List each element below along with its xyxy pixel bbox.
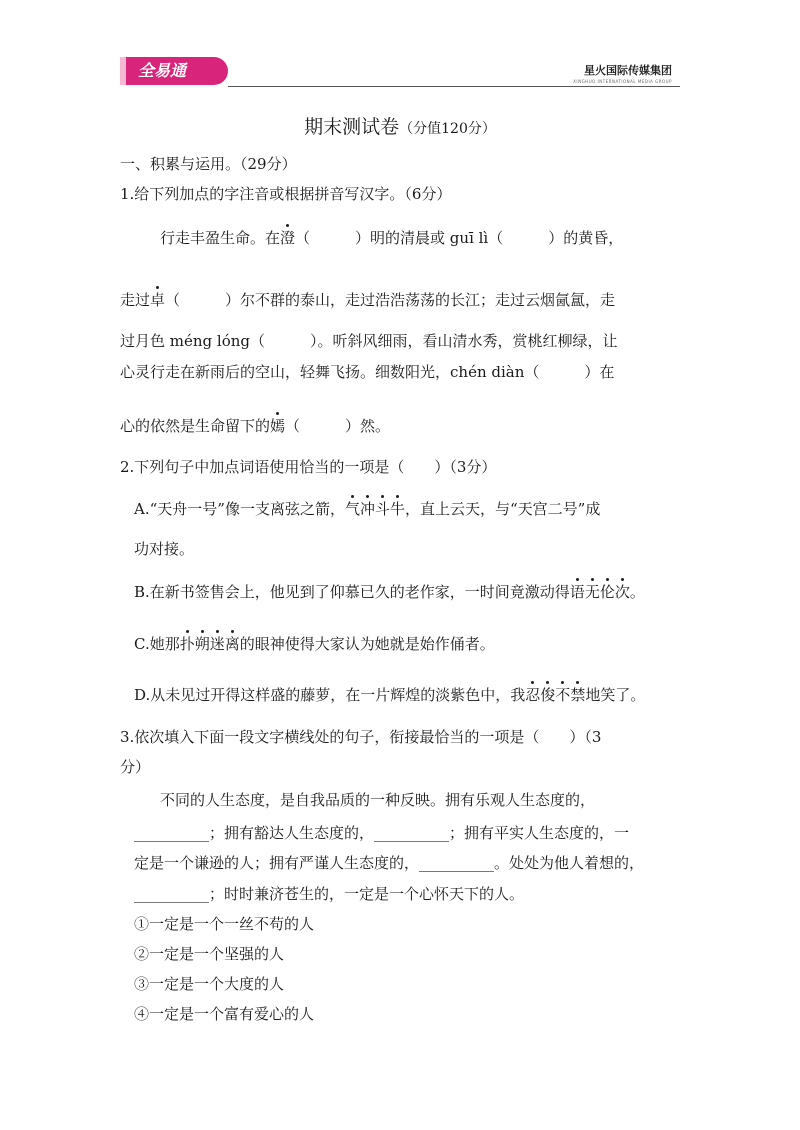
q3-option-3: ③一定是一个大度的人 (134, 975, 285, 993)
text: A.“天舟一号”像一支离弦之箭， (134, 500, 345, 518)
dotted-char: 伦 (599, 583, 615, 601)
q2-option-c (134, 633, 495, 654)
page-header (0, 0, 800, 90)
text: 的眼神使得大家认为她就是始作俑者。 (239, 635, 495, 653)
q3-passage-4: __________；时时兼济苍生的，一定是一个心怀天下的人。 (134, 885, 525, 903)
section-heading: 一、积累与运用。（29分） (120, 155, 297, 173)
q1-line-3: 过月色 méng lóng（ ）。听斜风细雨，看山清水秀，赏桃红柳绿，让 (120, 332, 618, 350)
dotted-char: 俊 (540, 686, 556, 704)
q3-option-2: ②一定是一个坚强的人 (134, 945, 285, 963)
text: （ ）然。 (285, 417, 391, 435)
dotted-char: 冲 (359, 500, 375, 518)
title-score: （分值120分） (399, 121, 496, 137)
publisher-name (573, 62, 672, 84)
q3-option-4: ④一定是一个富有爱心的人 (134, 1005, 315, 1023)
publisher-title: 星火国际传媒集团 (584, 64, 672, 77)
dotted-char: 禁 (570, 686, 586, 704)
q2-option-a (134, 498, 600, 519)
dotted-char: 迷 (209, 635, 225, 653)
q3-passage-3: 定是一个谦逊的人；拥有严谨人生态度的，__________。处处为他人着想的， (134, 854, 645, 872)
text: 行走丰盈生命。在 (160, 229, 281, 247)
q2-option-a-cont: 功对接。 (134, 540, 195, 558)
q2-option-d (134, 684, 645, 705)
title-main: 期末测试卷 (304, 116, 400, 138)
text: 。 (629, 583, 645, 601)
dotted-char: 气 (344, 500, 360, 518)
text: 地笑了。 (585, 686, 646, 704)
text: C.她那 (134, 635, 180, 653)
text: （ ）明的清晨或 guī lì（ ）的黄昏， (295, 229, 624, 247)
q3-stem: 3.依次填入下面一段文字横线处的句子，衔接最恰当的一项是（ ）（3 (120, 728, 602, 746)
text: D.从未见过开得这样盛的藤萝，在一片辉煌的淡紫色中，我 (134, 686, 526, 704)
dotted-char: 不 (555, 686, 571, 704)
q1-line-1 (160, 227, 623, 248)
dotted-char: 无 (584, 583, 600, 601)
q2-option-b (134, 581, 645, 602)
dotted-char: 斗 (374, 500, 390, 518)
q2-stem: 2.下列句子中加点词语使用恰当的一项是（ ）（3分） (120, 458, 497, 476)
dotted-char: 离 (224, 635, 240, 653)
text: ，直上云天，与“天宫二号”成 (405, 500, 601, 518)
text: 心的依然是生命留下的 (120, 417, 271, 435)
page-title (0, 112, 800, 139)
dotted-char: 牛 (390, 500, 406, 518)
brand-logo: 全易通 (120, 57, 228, 85)
dotted-char: 朔 (194, 635, 210, 653)
text: 走过 (120, 291, 151, 309)
text: （ ）尔不群的泰山，走过浩浩荡荡的长江；走过云烟氤氲，走 (165, 291, 616, 309)
text: B.在新书签售会上，他见到了仰慕已久的老作家，一时间竟激动得 (134, 583, 570, 601)
q3-passage-2: __________；拥有豁达人生态度的，__________；拥有平实人生态度的，一 (134, 824, 630, 842)
dotted-char: 语 (569, 583, 585, 601)
dotted-char: 次 (614, 583, 630, 601)
q1-line-4: 心灵行走在新雨后的空山，轻舞飞扬。细数阳光，chén diàn（ ）在 (120, 363, 615, 381)
dotted-char: 扑 (179, 635, 195, 653)
q1-line-2 (120, 289, 615, 310)
q1-line-5 (120, 415, 390, 436)
q3-stem-cont: 分） (120, 758, 151, 776)
q1-stem: 1.给下列加点的字注音或根据拼音写汉字。（6分） (120, 185, 452, 203)
dotted-char: 澄 (280, 229, 296, 247)
dotted-char: 忍 (525, 686, 541, 704)
dotted-char: 嫣 (270, 417, 286, 435)
header-divider (228, 86, 680, 87)
q3-passage-1: 不同的人生态度，是自我品质的一种反映。拥有乐观人生态度的， (160, 791, 596, 809)
publisher-subtitle: XINGHUO INTERNATIONAL MEDIA GROUP (573, 79, 672, 84)
q3-option-1: ①一定是一个一丝不苟的人 (134, 915, 315, 933)
dotted-char: 卓 (150, 291, 166, 309)
